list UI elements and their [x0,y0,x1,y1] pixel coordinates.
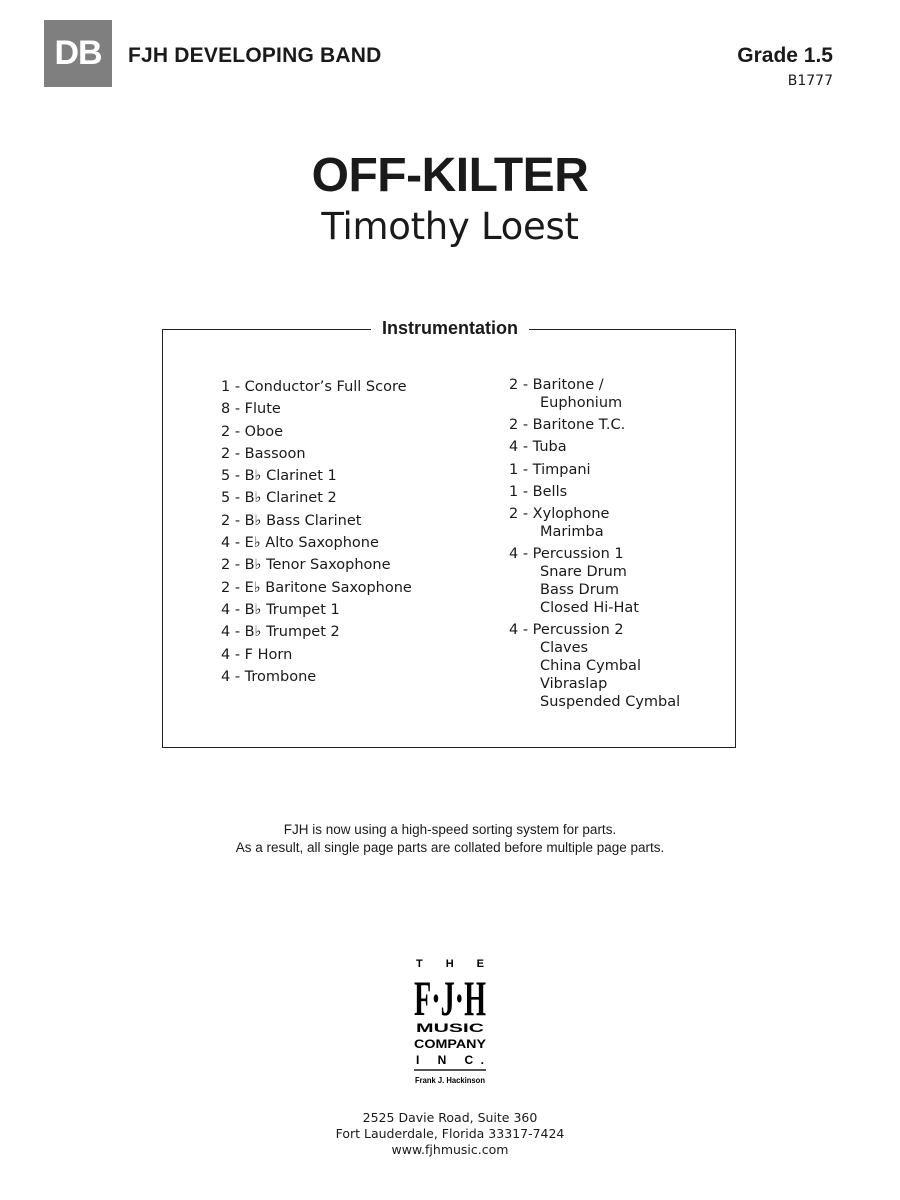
instrument-sub-entry: Euphonium [540,395,623,411]
sorting-notice [0,821,900,857]
instrument-entry: 4 - B♭ Trumpet 1 [221,601,340,618]
publisher-address [0,1110,900,1158]
instrument-group [509,505,680,541]
logo-company: COMPANY [414,1037,486,1051]
piece-title: OFF-KILTER [311,149,589,202]
instrument-group [509,376,680,412]
instrument-entry: 4 - Trombone [221,668,317,685]
instrument-sub-entry: Vibraslap [540,676,608,693]
instrument-entry: 8 - Flute [221,401,281,418]
grade-level: Grade 1.5 [737,44,833,67]
instrument-entry: 2 - B♭ Tenor Saxophone [221,557,391,574]
instrument-entry: 2 - Baritone / [509,377,604,393]
address-website: www.fjhmusic.com [391,1142,509,1157]
instrument-entry: 2 - B♭ Bass Clarinet [221,512,362,529]
address-city: Fort Lauderdale, Florida 33317-7424 [335,1126,565,1141]
instrument-entry: 1 - Bells [509,483,568,500]
instrument-sub-entry: Snare Drum [540,564,627,581]
instrument-entry: 4 - Tuba [509,439,567,456]
logo-the: T H E [416,958,484,970]
instrument-entry: 4 - F Horn [221,646,293,663]
fjh-logo [412,955,488,1096]
instrumentation-heading: Instrumentation [0,318,900,339]
instrument-entry: 4 - B♭ Trumpet 2 [221,624,340,641]
logo-music: MUSIC [416,1021,485,1035]
logo-inc: I N C. [416,1053,484,1067]
instrument-entry: 4 - Percussion 2 [509,622,624,639]
series-name: FJH DEVELOPING BAND [128,44,382,67]
catalog-number: B1777 [787,73,833,89]
instrument-entry: 4 - E♭ Alto Saxophone [221,535,379,552]
instrument-entry: 4 - Percussion 1 [509,546,624,563]
instrument-sub-entry: Suspended Cymbal [540,694,681,711]
logo-founder: Frank J. Hackinson [415,1076,486,1085]
instrument-entry: 1 - Conductor’s Full Score [221,379,407,395]
developing-band-badge: DB [44,20,112,87]
instrument-sub-entry: China Cymbal [540,658,641,675]
instrument-group [509,621,680,711]
instrument-entry: 2 - E♭ Baritone Saxophone [221,579,412,596]
instrument-sub-entry: Claves [540,640,589,657]
instrument-group [509,416,680,434]
instrument-entry: 2 - Xylophone [509,505,610,522]
notice-line-1: FJH is now using a high-speed sorting system for parts. [283,822,617,837]
notice-line-2: As a result, all single page parts are collated before multiple page parts. [235,840,665,855]
address-street: 2525 Davie Road, Suite 360 [362,1110,538,1125]
instrument-group [509,461,680,479]
instrument-entry: 5 - B♭ Clarinet 1 [221,468,337,485]
instrument-entry: 2 - Oboe [221,423,284,440]
instrument-entry: 5 - B♭ Clarinet 2 [221,490,337,507]
instrument-sub-entry: Closed Hi-Hat [540,600,639,617]
instrument-entry: 2 - Baritone T.C. [509,417,626,434]
instrument-group [509,438,680,456]
instrument-sub-entry: Bass Drum [540,582,619,599]
composer-name: Timothy Loest [321,205,579,248]
instrument-group [509,545,680,617]
instrument-sub-entry: Marimba [540,523,604,540]
instrument-group [509,483,680,501]
instrument-entry: 2 - Bassoon [221,445,306,462]
instrumentation-right-column [509,376,680,716]
instrument-entry: 1 - Timpani [509,461,591,478]
instrumentation-left-column [221,376,412,688]
logo-fjh: F·J·H [414,970,487,1026]
